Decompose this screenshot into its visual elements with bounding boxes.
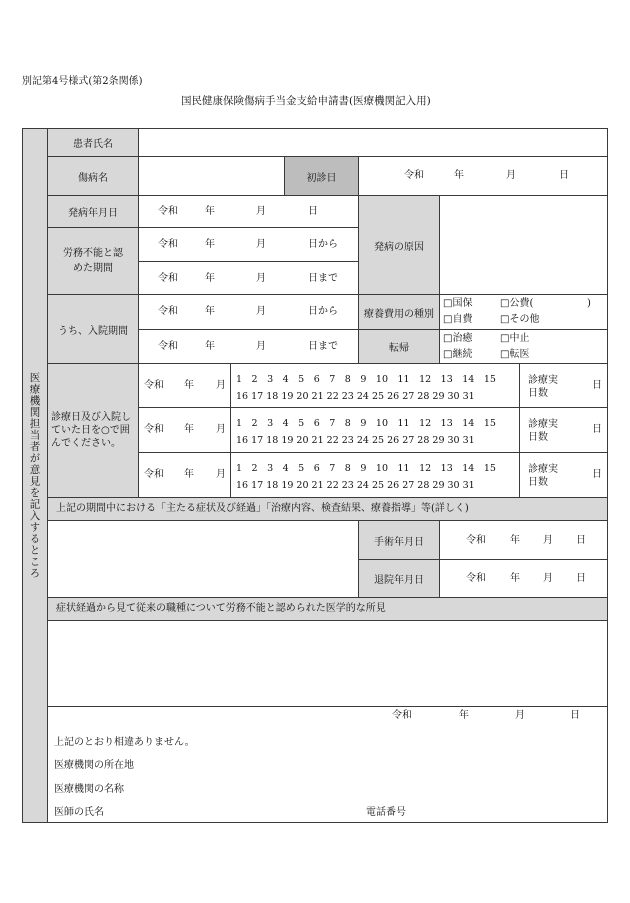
era-text: 令和 <box>158 306 178 317</box>
outcome-label: 転帰 <box>389 343 409 354</box>
form-number: 別記第4号様式(第2条関係) <box>22 76 143 87</box>
calendar-line2: 16 17 18 19 20 21 22 23 24 25 26 27 28 29 30 31 <box>236 391 475 402</box>
month-unit: 月 <box>256 239 266 250</box>
cost-type-label-cell <box>358 294 440 330</box>
day-unit: 日 <box>592 469 602 480</box>
cause-label: 発病の原因 <box>374 241 424 253</box>
month-unit: 月 <box>256 341 266 352</box>
first-visit-label: 初診日 <box>306 172 337 184</box>
patient-name-label-cell <box>47 128 139 157</box>
year-unit: 年 <box>205 273 215 284</box>
cost-option-jihi[interactable]: □自費 <box>443 314 473 325</box>
era-text: 令和 <box>144 469 164 480</box>
disease-name-label-cell <box>47 156 139 196</box>
year-unit: 年 <box>205 341 215 352</box>
year-unit: 年 <box>184 424 194 435</box>
day-until-unit: 日まで <box>308 341 338 352</box>
visit-days-label-cell <box>47 363 139 498</box>
era-text: 令和 <box>404 170 424 181</box>
surgery-date-label-cell <box>358 520 440 560</box>
work-incapacity-until-field[interactable] <box>138 261 359 295</box>
calendar-line2: 16 17 18 19 20 21 22 23 24 25 26 27 28 29 30 31 <box>236 480 475 491</box>
onset-date-label: 発病年月日 <box>68 208 118 219</box>
side-label-cell <box>22 128 48 823</box>
opinion-field[interactable] <box>47 620 608 707</box>
institution-address-label: 医療機関の所在地 <box>54 760 134 771</box>
discharge-date-field[interactable] <box>439 559 608 598</box>
outcome-option-transferred[interactable]: □転医 <box>500 349 530 360</box>
symptoms-field[interactable] <box>47 520 359 598</box>
day-unit: 日 <box>308 206 318 217</box>
year-unit: 年 <box>205 306 215 317</box>
calendar-line1: 1 2 3 4 5 6 7 8 9 10 11 12 13 14 15 <box>236 418 496 429</box>
first-visit-date-field[interactable] <box>358 156 608 196</box>
visit-month-field-1[interactable] <box>138 363 231 408</box>
month-unit: 月 <box>256 206 266 217</box>
day-from-unit: 日から <box>308 239 338 250</box>
phone-number-label: 電話番号 <box>366 807 406 818</box>
cost-option-kouhi-close: ) <box>587 298 591 309</box>
disease-name-label: 傷病名 <box>78 172 108 184</box>
cost-type-options <box>439 294 608 330</box>
outcome-option-cured[interactable]: □治癒 <box>443 333 473 344</box>
inpatient-until-field[interactable] <box>138 329 359 364</box>
inpatient-label-cell <box>47 294 139 364</box>
day-unit: 日 <box>559 170 569 181</box>
first-visit-label-cell <box>284 156 359 196</box>
discharge-date-label-cell <box>358 559 440 598</box>
institution-name-label: 医療機関の名称 <box>54 784 124 795</box>
confirm-statement: 上記のとおり相違ありません。 <box>54 737 195 748</box>
month-unit: 月 <box>506 170 516 181</box>
year-unit: 年 <box>510 573 520 584</box>
day-until-unit: 日まで <box>308 273 338 284</box>
signature-block <box>47 706 608 823</box>
month-unit: 月 <box>543 535 553 546</box>
month-unit: 月 <box>216 469 226 480</box>
calendar-line1: 1 2 3 4 5 6 7 8 9 10 11 12 13 14 15 <box>236 463 496 474</box>
disease-name-field[interactable] <box>138 156 285 196</box>
day-unit: 日 <box>570 710 580 721</box>
work-incapacity-from-field[interactable] <box>138 227 359 262</box>
month-unit: 月 <box>515 710 525 721</box>
opinion-header-cell <box>47 597 608 621</box>
outcome-options <box>439 329 608 364</box>
form-title: 国民健康保険傷病手当金支給申請書(医療機関記入用) <box>181 95 431 107</box>
actual-days-field-1[interactable] <box>519 363 608 408</box>
year-unit: 年 <box>454 170 464 181</box>
visit-month-field-2[interactable] <box>138 407 231 453</box>
calendar-days-3[interactable] <box>230 452 520 498</box>
onset-date-field[interactable] <box>138 195 359 228</box>
surgery-date-label: 手術年月日 <box>374 536 424 548</box>
year-unit: 年 <box>184 469 194 480</box>
era-text: 令和 <box>158 273 178 284</box>
cost-option-kouhi[interactable]: □公費( <box>500 298 534 309</box>
year-unit: 年 <box>205 239 215 250</box>
day-unit: 日 <box>592 380 602 391</box>
actual-days-label: 診療実日数 <box>528 464 558 488</box>
day-from-unit: 日から <box>308 306 338 317</box>
actual-days-field-3[interactable] <box>519 452 608 498</box>
cost-option-kokuho[interactable]: □国保 <box>443 298 473 309</box>
surgery-date-field[interactable] <box>439 520 608 560</box>
era-text: 令和 <box>466 573 486 584</box>
work-incapacity-label: 労務不能と認めた期間 <box>63 248 123 274</box>
patient-name-field[interactable] <box>138 128 608 157</box>
era-text: 令和 <box>144 380 164 391</box>
outcome-label-cell <box>358 329 440 364</box>
month-unit: 月 <box>543 573 553 584</box>
era-text: 令和 <box>158 239 178 250</box>
cost-type-label: 療養費用の種別 <box>364 308 434 320</box>
cause-label-cell <box>358 195 440 295</box>
era-text: 令和 <box>144 424 164 435</box>
symptoms-header: 上記の期間中における「主たる症状及び経過」「治療内容、検査結果、療養指導」等(詳しく) <box>56 503 469 514</box>
year-unit: 年 <box>510 535 520 546</box>
era-text: 令和 <box>466 535 486 546</box>
outcome-option-continuing[interactable]: □継続 <box>443 349 473 360</box>
patient-name-label: 患者氏名 <box>73 139 113 150</box>
month-unit: 月 <box>256 273 266 284</box>
inpatient-from-field[interactable] <box>138 294 359 330</box>
outcome-option-stopped[interactable]: □中止 <box>500 333 530 344</box>
discharge-date-label: 退院年月日 <box>374 575 424 586</box>
month-unit: 月 <box>256 306 266 317</box>
day-unit: 日 <box>576 535 586 546</box>
month-unit: 月 <box>216 424 226 435</box>
onset-date-label-cell <box>47 195 139 228</box>
inpatient-label: うち、入院期間 <box>58 325 128 337</box>
calendar-line1: 1 2 3 4 5 6 7 8 9 10 11 12 13 14 15 <box>236 374 496 385</box>
cost-option-other[interactable]: □その他 <box>500 314 540 325</box>
actual-days-field-2[interactable] <box>519 407 608 453</box>
opinion-header: 症状経過から見て従来の職種について労務不能と認められた医学的な所見 <box>56 603 386 614</box>
work-incapacity-label-cell <box>47 227 139 295</box>
calendar-line2: 16 17 18 19 20 21 22 23 24 25 26 27 28 29 30 31 <box>236 435 475 446</box>
actual-days-label: 診療実日数 <box>528 375 558 399</box>
day-unit: 日 <box>592 424 602 435</box>
day-unit: 日 <box>576 573 586 584</box>
month-unit: 月 <box>216 380 226 391</box>
doctor-name-label: 医師の氏名 <box>54 807 104 818</box>
era-text: 令和 <box>158 206 178 217</box>
actual-days-label: 診療実日数 <box>528 419 558 443</box>
calendar-days-1[interactable] <box>230 363 520 408</box>
side-label: 医療機関担当者が意見を記入するところ <box>28 372 41 579</box>
year-unit: 年 <box>184 380 194 391</box>
cause-field[interactable] <box>439 195 608 295</box>
visit-days-label: 診療日及び入院していた日を○で囲んでください。 <box>51 412 131 449</box>
year-unit: 年 <box>205 206 215 217</box>
era-text: 令和 <box>158 341 178 352</box>
era-text: 令和 <box>392 710 412 721</box>
year-unit: 年 <box>459 710 469 721</box>
symptoms-header-cell <box>47 497 608 521</box>
visit-month-field-3[interactable] <box>138 452 231 498</box>
calendar-days-2[interactable] <box>230 407 520 453</box>
